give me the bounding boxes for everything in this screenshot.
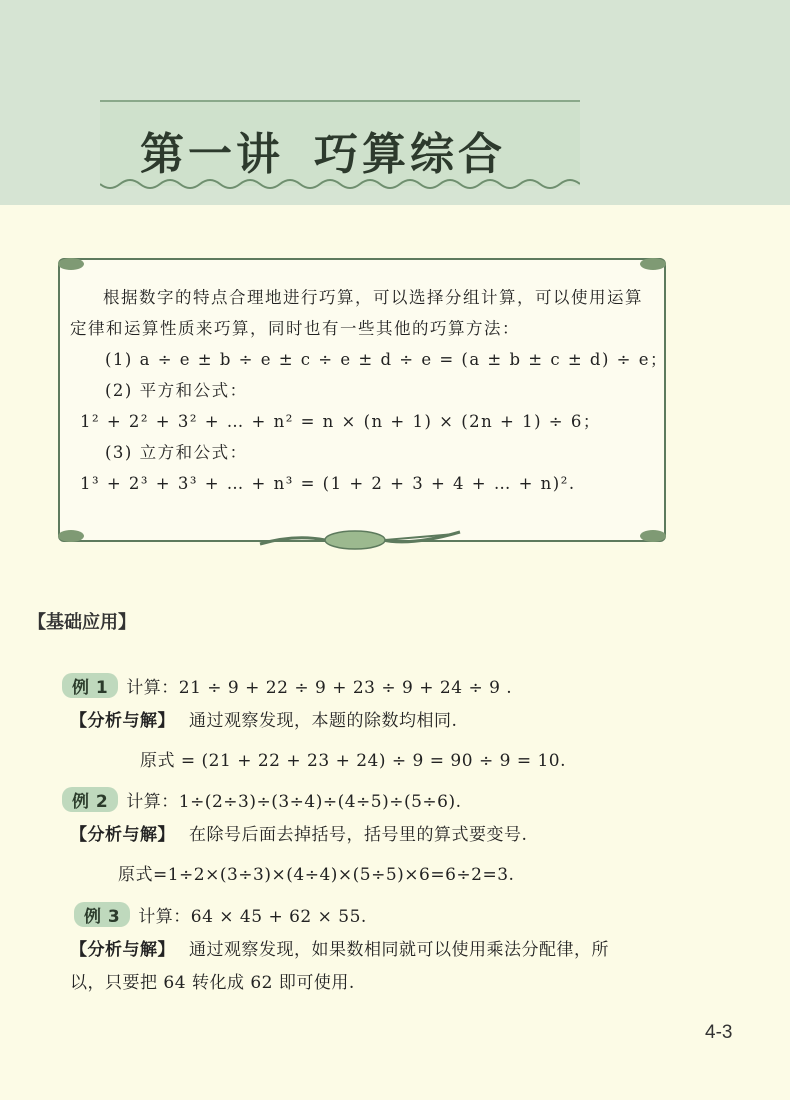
example-tag: 例 3 [74, 902, 130, 927]
example-3-problem [74, 902, 367, 927]
example-3-analysis [70, 935, 609, 960]
example-problem-text: 计算：1÷(2÷3)÷(3÷4)÷(4÷5)÷(5÷6). [126, 792, 462, 812]
corner-decoration-icon [58, 530, 84, 542]
brush-decoration-icon [255, 526, 465, 556]
example-tag: 例 1 [62, 673, 118, 698]
analysis-text: 在除号后面去掉括号，括号里的算式要变号. [189, 825, 528, 845]
example-problem-text: 计算：21 ÷ 9 + 22 ÷ 9 + 23 ÷ 9 + 24 ÷ 9 . [126, 678, 513, 698]
corner-decoration-icon [640, 258, 666, 270]
example-problem-text: 计算：64 × 45 + 62 × 55. [138, 907, 367, 927]
formula-item-1: (1) a ÷ e ± b ÷ e ± c ÷ e ± d ÷ e = (a ± b ± c ± d) ÷ e； [105, 350, 668, 369]
example-1-analysis [70, 706, 457, 731]
example-2-problem [62, 787, 462, 812]
example-1-solution: 原式 = (21 + 22 + 23 + 24) ÷ 9 = 90 ÷ 9 = 10. [140, 751, 567, 771]
example-tag: 例 2 [62, 787, 118, 812]
analysis-text: 通过观察发现，本题的除数均相同. [189, 711, 458, 731]
formula-square-sum: 1² + 2² + 3² + … + n² = n × (n + 1) × (2n + 1) ÷ 6； [80, 412, 601, 431]
formula-item-2-label: (2) 平方和公式： [105, 381, 248, 400]
page-title [140, 118, 506, 182]
analysis-label: 【分析与解】 [70, 711, 175, 731]
intro-paragraph: 根据数字的特点合理地进行巧算，可以选择分组计算，可以使用运算定律和运算性质来巧算，同时也有一些其他的巧算方法： [70, 288, 643, 338]
corner-decoration-icon [640, 530, 666, 542]
example-2-analysis [70, 820, 527, 845]
intro-text [70, 282, 668, 499]
example-3-analysis-continued: 以，只要把 64 转化成 62 即可使用. [70, 973, 355, 993]
example-2-solution: 原式=1÷2×(3÷3)×(4÷4)×(5÷5)×6=6÷2=3. [118, 865, 515, 885]
formula-cube-sum: 1³ + 2³ + 3³ + … + n³ = (1 + 2 + 3 + 4 + … + n)². [80, 474, 576, 493]
section-title: 【基础应用】 [28, 612, 136, 633]
formula-item-3-label: (3) 立方和公式： [105, 443, 248, 462]
page-number: 4-3 [705, 1022, 733, 1043]
analysis-label: 【分析与解】 [70, 940, 175, 960]
analysis-text: 通过观察发现，如果数相同就可以使用乘法分配律，所 [189, 940, 609, 960]
intro-box [58, 258, 666, 542]
lecture-number: 第一讲 [140, 129, 284, 180]
lecture-topic: 巧算综合 [314, 129, 506, 180]
corner-decoration-icon [58, 258, 84, 270]
example-1-problem [62, 673, 512, 698]
analysis-label: 【分析与解】 [70, 825, 175, 845]
